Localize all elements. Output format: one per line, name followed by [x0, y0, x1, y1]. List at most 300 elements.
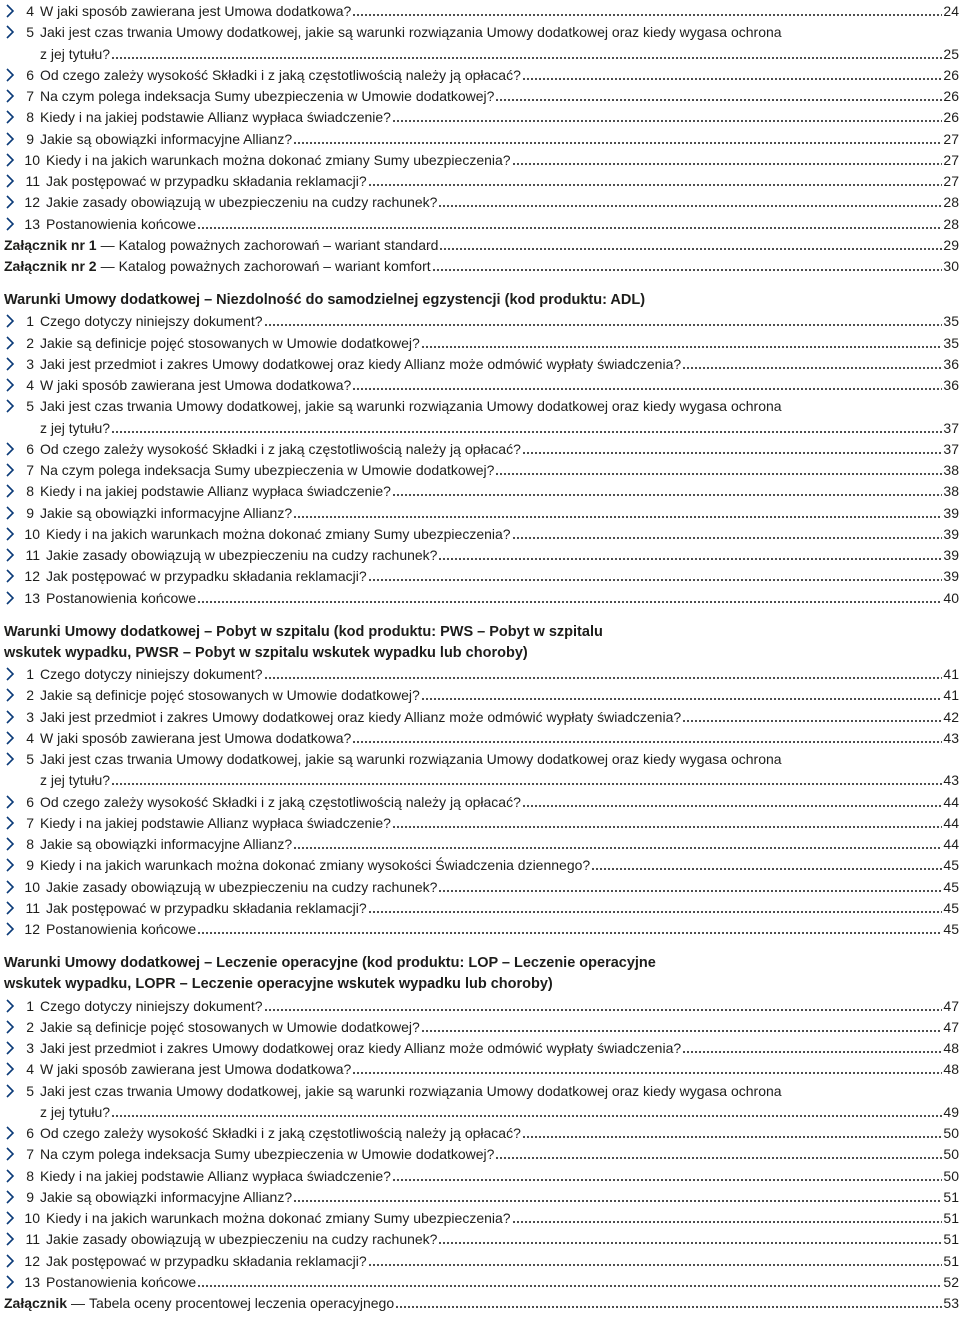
- toc-entry-title: Od czego zależy wysokość Składki i z jaką częstotliwością należy ją opłacać?: [40, 440, 521, 457]
- chevron-right-icon: [6, 752, 16, 767]
- toc-entry[interactable]: [6, 748, 959, 768]
- toc-page-number: 30: [943, 258, 959, 274]
- chevron-right-icon: [6, 1084, 16, 1099]
- toc-entry-number: 2: [26, 334, 34, 351]
- toc-entry[interactable]: [6, 791, 959, 811]
- chevron-right-icon: [6, 816, 16, 831]
- dot-leader: [421, 343, 943, 349]
- toc-entry[interactable]: [6, 684, 959, 704]
- toc-page-number: 43: [943, 772, 959, 789]
- toc-entry-number: 4: [26, 1061, 34, 1078]
- toc-page-number: 28: [943, 194, 959, 211]
- chevron-right-icon: [6, 999, 16, 1014]
- dot-leader: [368, 181, 943, 187]
- chevron-right-icon: [6, 1147, 16, 1162]
- toc-entry[interactable]: [6, 1016, 959, 1036]
- toc-entry-title-continued: z jej tytułu?: [40, 1103, 111, 1120]
- toc-entry-title: Czego dotyczy niniejszy dokument?: [40, 666, 263, 682]
- toc-entry-number: 8: [26, 109, 34, 126]
- toc-entry-title: Jakie zasady obowiązują w ubezpieczeniu na cudzy rachunek?: [46, 194, 438, 211]
- chevron-right-icon: [6, 922, 16, 937]
- dot-leader: [439, 245, 942, 251]
- toc-entry-number: 6: [26, 440, 34, 457]
- chevron-right-icon: [6, 548, 16, 563]
- toc-entry-title: Jakie są definicje pojęć stosowanych w Umowie dodatkowej?: [40, 1018, 420, 1035]
- toc-entry-title: Kiedy i na jakiej podstawie Allianz wypłaca świadczenie?: [40, 109, 391, 126]
- chevron-right-icon: [6, 1232, 16, 1247]
- chevron-right-icon: [6, 68, 16, 83]
- toc-entry-number: 1: [26, 313, 34, 330]
- toc-entry-title: Jaki jest przedmiot i zakres Umowy dodatkowej oraz kiedy Allianz może odmówić wypłaty świadczenia?: [40, 708, 682, 725]
- toc-page-number: 25: [943, 45, 959, 62]
- toc-page-number: 53: [943, 1295, 959, 1311]
- annex-title: Katalog poważnych zachorowań – wariant standard: [118, 236, 439, 253]
- section-heading-text: wskutek wypadku, PWSR – Pobyt w szpitalu wskutek wypadku lub choroby): [4, 644, 528, 661]
- toc-entry-number: 13: [24, 1273, 40, 1290]
- toc-entry-number: 10: [24, 525, 40, 542]
- section-heading-text: Warunki Umowy dodatkowej – Pobyt w szpitalu (kod produktu: PWS – Pobyt w szpitalu: [4, 623, 603, 640]
- toc-entry[interactable]: [6, 812, 959, 832]
- toc-entry-title: Jak postępować w przypadku składania reklamacji?: [46, 899, 367, 916]
- toc-page-number: 48: [943, 1061, 959, 1078]
- dot-leader: [682, 364, 942, 370]
- dot-leader: [392, 1176, 942, 1182]
- toc-entry-number: 7: [26, 1146, 34, 1163]
- chevron-right-icon: [6, 89, 16, 104]
- toc-entry-title: W jaki sposób zawierana jest Umowa dodatkowa?: [40, 729, 352, 746]
- toc-entry-title: Czego dotyczy niniejszy dokument?: [40, 313, 263, 330]
- toc-entry[interactable]: [6, 395, 959, 415]
- toc-entry[interactable]: [6, 149, 959, 169]
- toc-entry[interactable]: [6, 106, 959, 126]
- chevron-right-icon: [6, 174, 16, 189]
- toc-entry-title: Od czego zależy wysokość Składki i z jaką częstotliwością należy ją opłacać?: [40, 1125, 521, 1141]
- dot-leader: [197, 224, 942, 230]
- dot-leader: [522, 75, 943, 81]
- toc-entry-number: 11: [25, 547, 40, 563]
- toc-page-number: 26: [943, 66, 959, 83]
- dot-leader: [111, 780, 942, 786]
- toc-entry-continuation[interactable]: [4, 769, 959, 789]
- annex-title: Tabela oceny procentowej leczenia operacyjnego: [89, 1295, 395, 1311]
- toc-page-number: 52: [943, 1273, 959, 1290]
- toc-page-number: 50: [943, 1125, 959, 1141]
- chevron-right-icon: [6, 569, 16, 584]
- annex-label: Załącznik nr 1: [4, 236, 97, 253]
- toc-entry[interactable]: [6, 310, 959, 330]
- chevron-right-icon: [6, 314, 16, 329]
- chevron-right-icon: [6, 399, 16, 414]
- toc-entry[interactable]: [6, 918, 959, 938]
- section-heading-text: Warunki Umowy dodatkowej – Niezdolność do samodzielnej egzystencji (kod produktu: ADL): [4, 292, 646, 308]
- toc-entry-number: 8: [26, 483, 34, 500]
- toc-entry-number: 4: [26, 377, 34, 393]
- chevron-right-icon: [6, 1126, 16, 1141]
- toc-page-number: 39: [943, 504, 959, 521]
- dot-leader: [392, 117, 942, 123]
- dot-leader: [591, 865, 942, 871]
- chevron-right-icon: [6, 837, 16, 852]
- dot-leader: [495, 470, 942, 476]
- annex-entry[interactable]: [4, 234, 959, 254]
- toc-page-number: 45: [943, 857, 959, 874]
- annex-entry[interactable]: [4, 1292, 959, 1312]
- toc-entry-title: W jaki sposób zawierana jest Umowa dodatkowa?: [40, 1061, 352, 1078]
- toc-entry-number: 13: [24, 215, 40, 232]
- dot-leader: [438, 1239, 942, 1245]
- toc-entry[interactable]: [6, 1271, 959, 1291]
- toc-entry[interactable]: [6, 706, 959, 726]
- toc-page-number: 44: [943, 814, 959, 831]
- toc-entry-number: 6: [26, 66, 34, 83]
- toc-entry-title: Jaki jest czas trwania Umowy dodatkowej, jakie są warunki rozwiązania Umowy dodatkowej oraz kiedy wygasa ochrona: [40, 1082, 782, 1099]
- toc-entry-title: Jakie są obowiązki informacyjne Allianz?: [40, 130, 293, 147]
- toc-entry-title: Kiedy i na jakiej podstawie Allianz wypłaca świadczenie?: [40, 483, 391, 500]
- toc-entry-number: 4: [26, 3, 34, 19]
- dot-leader: [512, 534, 943, 540]
- toc-entry-title: Jaki jest czas trwania Umowy dodatkowej, jakie są warunki rozwiązania Umowy dodatkowej oraz kiedy wygasa ochrona: [40, 751, 782, 767]
- toc-entry-title: W jaki sposób zawierana jest Umowa dodatkowa?: [40, 377, 352, 393]
- toc-entry[interactable]: [6, 85, 959, 105]
- toc-entry[interactable]: [6, 1058, 959, 1078]
- toc-entry-number: 8: [26, 1167, 34, 1184]
- toc-entry-number: 6: [26, 793, 34, 810]
- toc-page-number: 37: [943, 419, 959, 436]
- dot-leader: [395, 1303, 942, 1309]
- toc-entry-title-continued: z jej tytułu?: [40, 772, 111, 789]
- dot-leader: [352, 385, 942, 391]
- toc-entry-number: 5: [26, 751, 34, 767]
- toc-page-number: 39: [943, 568, 959, 585]
- toc-entry-number: 8: [26, 836, 34, 852]
- chevron-right-icon: [6, 858, 16, 873]
- toc-page-number: 50: [943, 1146, 959, 1163]
- toc-entry[interactable]: [6, 21, 959, 41]
- dot-leader: [368, 1261, 943, 1267]
- toc-entry[interactable]: [6, 1186, 959, 1206]
- toc-entry[interactable]: [6, 523, 959, 543]
- chevron-right-icon: [6, 132, 16, 147]
- toc-entry-title: Jaki jest przedmiot i zakres Umowy dodatkowej oraz kiedy Allianz może odmówić wypłaty świadczenia?: [40, 355, 682, 372]
- toc-entry-title: Na czym polega indeksacja Sumy ubezpieczenia w Umowie dodatkowej?: [40, 1146, 495, 1163]
- toc-entry[interactable]: [6, 663, 959, 683]
- chevron-right-icon: [6, 1169, 16, 1184]
- toc-page-number: 27: [943, 151, 959, 168]
- chevron-right-icon: [6, 25, 16, 40]
- section-heading: [4, 621, 959, 641]
- toc-entry-title: Jaki jest czas trwania Umowy dodatkowej, jakie są warunki rozwiązania Umowy dodatkowej oraz kiedy wygasa ochrona: [40, 398, 782, 415]
- toc-page-number: 26: [943, 109, 959, 126]
- dot-leader: [392, 823, 942, 829]
- section-heading: [4, 973, 959, 993]
- toc-page-number: 51: [943, 1252, 959, 1269]
- toc-entry-number: 12: [24, 921, 40, 937]
- toc-entry[interactable]: [6, 1037, 959, 1057]
- toc-entry-number: 7: [26, 814, 34, 831]
- dot-leader: [293, 513, 942, 519]
- toc-entry-title: Jakie zasady obowiązują w ubezpieczeniu na cudzy rachunek?: [46, 547, 438, 563]
- dot-leader: [368, 908, 943, 914]
- section-heading: [4, 642, 959, 662]
- dot-leader: [392, 491, 942, 497]
- toc-entry-number: 9: [26, 857, 34, 874]
- toc-entry-title: Od czego zależy wysokość Składki i z jaką częstotliwością należy ją opłacać?: [40, 793, 521, 810]
- section-heading-text: wskutek wypadku, LOPR – Leczenie operacyjne wskutek wypadku lub choroby): [4, 976, 553, 993]
- dot-leader: [264, 321, 943, 327]
- annex-label: Załącznik: [4, 1295, 68, 1311]
- toc-entry[interactable]: [6, 332, 959, 352]
- chevron-right-icon: [6, 1211, 16, 1226]
- toc-entry[interactable]: [6, 565, 959, 585]
- toc-page-number: 36: [943, 377, 959, 393]
- chevron-right-icon: [6, 378, 16, 393]
- chevron-right-icon: [6, 4, 16, 19]
- toc-entry-title: Jakie są definicje pojęć stosowanych w Umowie dodatkowej?: [40, 334, 420, 351]
- toc-entry-continuation[interactable]: [4, 417, 959, 437]
- dot-leader: [197, 598, 942, 604]
- toc-page-number: 41: [943, 666, 959, 682]
- chevron-right-icon: [6, 484, 16, 499]
- toc-entry[interactable]: [6, 1080, 959, 1100]
- dot-leader: [522, 1133, 943, 1139]
- dot-leader: [522, 802, 943, 808]
- toc-entry[interactable]: [6, 438, 959, 458]
- toc-entry-title: Kiedy i na jakich warunkach można dokonać zmiany wysokości Świadczenia dziennego?: [40, 857, 591, 874]
- chevron-right-icon: [6, 442, 16, 457]
- toc-entry[interactable]: [6, 897, 959, 917]
- toc-entry-number: 12: [24, 568, 40, 585]
- dot-leader: [421, 695, 943, 701]
- toc-entry-number: 5: [26, 1082, 34, 1099]
- toc-page-number: 45: [943, 878, 959, 895]
- section-heading-text: Warunki Umowy dodatkowej – Leczenie operacyjne (kod produktu: LOP – Leczenie operacyjne: [4, 955, 656, 971]
- toc-entry-number: 7: [26, 88, 34, 104]
- toc-entry-title: Postanowienia końcowe: [46, 921, 197, 937]
- dot-leader: [293, 139, 942, 145]
- section-heading: [4, 952, 959, 972]
- toc-entry-title: Kiedy i na jakich warunkach można dokonać zmiany Sumy ubezpieczenia?: [46, 525, 511, 542]
- toc-entry[interactable]: [6, 459, 959, 479]
- toc-entry-title: Jak postępować w przypadku składania reklamacji?: [46, 173, 367, 189]
- chevron-right-icon: [6, 463, 16, 478]
- chevron-right-icon: [6, 667, 16, 682]
- chevron-right-icon: [6, 731, 16, 746]
- toc-entry-number: 10: [24, 151, 40, 168]
- dot-leader: [111, 1112, 942, 1118]
- chevron-right-icon: [6, 880, 16, 895]
- toc-entry[interactable]: [6, 587, 959, 607]
- toc-entry-title: Postanowienia końcowe: [46, 589, 197, 606]
- dot-leader: [421, 1027, 943, 1033]
- toc-page-number: 40: [943, 589, 959, 606]
- toc-page-number: 27: [943, 130, 959, 147]
- toc-entry-number: 11: [25, 173, 40, 189]
- toc-entry-title: Kiedy i na jakich warunkach można dokonać zmiany Sumy ubezpieczenia?: [46, 151, 511, 168]
- toc-entry[interactable]: [6, 128, 959, 148]
- chevron-right-icon: [6, 195, 16, 210]
- toc-page-number: 48: [943, 1040, 959, 1056]
- toc-page-number: 49: [943, 1103, 959, 1120]
- toc-entry[interactable]: [6, 854, 959, 874]
- chevron-right-icon: [6, 710, 16, 725]
- toc-entry[interactable]: [6, 1165, 959, 1185]
- toc-entry[interactable]: [6, 480, 959, 500]
- toc-entry[interactable]: [6, 1143, 959, 1163]
- toc-page-number: 28: [943, 215, 959, 232]
- toc-entry-title: Jakie są obowiązki informacyjne Allianz?: [40, 504, 293, 521]
- dot-leader: [512, 1218, 943, 1224]
- toc-entry-title: Jak postępować w przypadku składania reklamacji?: [46, 1252, 367, 1269]
- toc-page-number: 51: [943, 1188, 959, 1205]
- toc-entry-number: 2: [26, 1018, 34, 1035]
- toc-page-number: 42: [943, 708, 959, 725]
- toc-entry[interactable]: [6, 833, 959, 853]
- annex-title: Katalog poważnych zachorowań – wariant komfort: [118, 258, 431, 274]
- toc-page-number: 26: [943, 88, 959, 104]
- dot-leader: [495, 1154, 942, 1160]
- toc-entry[interactable]: [6, 727, 959, 747]
- toc-entry-number: 3: [26, 1040, 34, 1056]
- toc-entry-number: 4: [26, 729, 34, 746]
- dot-leader: [438, 555, 942, 561]
- toc-page-number: 45: [943, 921, 959, 937]
- chevron-right-icon: [6, 110, 16, 125]
- toc-entry-title: Jaki jest przedmiot i zakres Umowy dodatkowej oraz kiedy Allianz może odmówić wypłaty świadczenia?: [40, 1040, 682, 1056]
- toc-entry[interactable]: [6, 353, 959, 373]
- chevron-right-icon: [6, 506, 16, 521]
- chevron-right-icon: [6, 795, 16, 810]
- toc-entry-number: 9: [26, 504, 34, 521]
- toc-entry-number: 13: [24, 589, 40, 606]
- toc-entry-title-continued: z jej tytułu?: [40, 45, 111, 62]
- toc-page-number: 47: [943, 1018, 959, 1035]
- dot-leader: [293, 1197, 942, 1203]
- toc-entry-number: 12: [24, 1252, 40, 1269]
- toc-entry-title: Od czego zależy wysokość Składki i z jaką częstotliwością należy ją opłacać?: [40, 66, 521, 83]
- toc-entry[interactable]: [6, 64, 959, 84]
- toc-entry[interactable]: [6, 502, 959, 522]
- toc-entry-title: Jakie zasady obowiązują w ubezpieczeniu na cudzy rachunek?: [46, 878, 438, 895]
- chevron-right-icon: [6, 1062, 16, 1077]
- toc-page-number: 44: [943, 836, 959, 852]
- annex-label: Załącznik nr 2: [4, 258, 97, 274]
- toc-entry[interactable]: [6, 213, 959, 233]
- dot-leader: [352, 11, 942, 17]
- dash-separator: —: [100, 236, 115, 253]
- dot-leader: [438, 202, 942, 208]
- toc-entry-title: W jaki sposób zawierana jest Umowa dodatkowa?: [40, 3, 352, 19]
- dot-leader: [111, 428, 942, 434]
- toc-entry-title: Na czym polega indeksacja Sumy ubezpieczenia w Umowie dodatkowej?: [40, 462, 495, 478]
- toc-entry-number: 10: [24, 1210, 40, 1226]
- toc-page-number: 45: [943, 899, 959, 916]
- toc-entry-number: 5: [26, 24, 34, 41]
- dot-leader: [522, 449, 943, 455]
- toc-entry-number: 11: [25, 899, 40, 916]
- chevron-right-icon: [6, 357, 16, 372]
- dash-separator: —: [100, 258, 115, 274]
- toc-page-number: 41: [943, 687, 959, 704]
- toc-entry-title: Jakie są obowiązki informacyjne Allianz?: [40, 1188, 293, 1205]
- toc-entry-number: 10: [24, 878, 40, 895]
- toc-entry-title: Jaki jest czas trwania Umowy dodatkowej, jakie są warunki rozwiązania Umowy dodatkowej oraz kiedy wygasa ochrona: [40, 24, 782, 41]
- toc-entry[interactable]: [6, 1122, 959, 1142]
- toc-entry[interactable]: [6, 876, 959, 896]
- toc-entry-number: 1: [26, 997, 34, 1014]
- chevron-right-icon: [6, 1041, 16, 1056]
- chevron-right-icon: [6, 688, 16, 703]
- dot-leader: [682, 1048, 942, 1054]
- toc-entry[interactable]: [6, 374, 959, 394]
- toc-entry-number: 12: [24, 194, 40, 211]
- toc-entry-title: Na czym polega indeksacja Sumy ubezpieczenia w Umowie dodatkowej?: [40, 88, 495, 104]
- dot-leader: [438, 887, 942, 893]
- toc-page-number: 51: [943, 1231, 959, 1248]
- toc-entry-title: Jakie są definicje pojęć stosowanych w Umowie dodatkowej?: [40, 687, 420, 704]
- toc-entry[interactable]: [6, 191, 959, 211]
- toc-entry-number: 5: [26, 398, 34, 415]
- toc-entry[interactable]: [6, 1207, 959, 1227]
- toc-page-number: 36: [943, 355, 959, 372]
- toc-entry-title: Kiedy i na jakiej podstawie Allianz wypłaca świadczenie?: [40, 1167, 391, 1184]
- toc-page-number: 27: [943, 173, 959, 189]
- toc-page-number: 37: [943, 440, 959, 457]
- chevron-right-icon: [6, 591, 16, 606]
- toc-entry-number: 2: [26, 687, 34, 704]
- toc-entry-number: 1: [26, 666, 34, 682]
- dot-leader: [432, 266, 943, 272]
- chevron-right-icon: [6, 336, 16, 351]
- dot-leader: [368, 576, 943, 582]
- annex-entry[interactable]: [4, 255, 959, 275]
- toc-page-number: 51: [943, 1210, 959, 1226]
- toc-page-number: 35: [943, 313, 959, 330]
- toc-entry-title: Kiedy i na jakich warunkach można dokonać zmiany Sumy ubezpieczenia?: [46, 1210, 511, 1226]
- chevron-right-icon: [6, 1020, 16, 1035]
- toc-entry[interactable]: [6, 170, 959, 190]
- toc-entry-title: Jakie są obowiązki informacyjne Allianz?: [40, 836, 293, 852]
- toc-entry-continuation[interactable]: [4, 1101, 959, 1121]
- toc-entry-number: 7: [26, 462, 34, 478]
- dot-leader: [682, 717, 942, 723]
- dot-leader: [293, 844, 942, 850]
- toc-page-number: 24: [943, 3, 959, 19]
- toc-entry-title: Jak postępować w przypadku składania reklamacji?: [46, 568, 367, 585]
- toc-entry-number: 3: [26, 708, 34, 725]
- toc-entry-continuation[interactable]: [4, 43, 959, 63]
- toc-page-number: 29: [943, 236, 959, 253]
- toc-page-number: 38: [943, 483, 959, 500]
- dot-leader: [264, 674, 943, 680]
- dot-leader: [197, 929, 942, 935]
- toc-entry-title: Jakie zasady obowiązują w ubezpieczeniu na cudzy rachunek?: [46, 1231, 438, 1248]
- toc-entry-number: 11: [25, 1231, 40, 1248]
- toc-page-number: 47: [943, 997, 959, 1014]
- toc-entry[interactable]: [6, 1250, 959, 1270]
- chevron-right-icon: [6, 217, 16, 232]
- toc-entry-number: 3: [26, 355, 34, 372]
- toc-entry[interactable]: [6, 995, 959, 1015]
- toc-page-number: 39: [943, 525, 959, 542]
- dot-leader: [111, 54, 942, 60]
- toc-entry-title: Postanowienia końcowe: [46, 1273, 197, 1290]
- toc-page-number: 38: [943, 462, 959, 478]
- chevron-right-icon: [6, 901, 16, 916]
- dot-leader: [264, 1006, 943, 1012]
- toc-entry[interactable]: [6, 0, 959, 20]
- toc-entry[interactable]: [6, 544, 959, 564]
- toc-entry[interactable]: [6, 1228, 959, 1248]
